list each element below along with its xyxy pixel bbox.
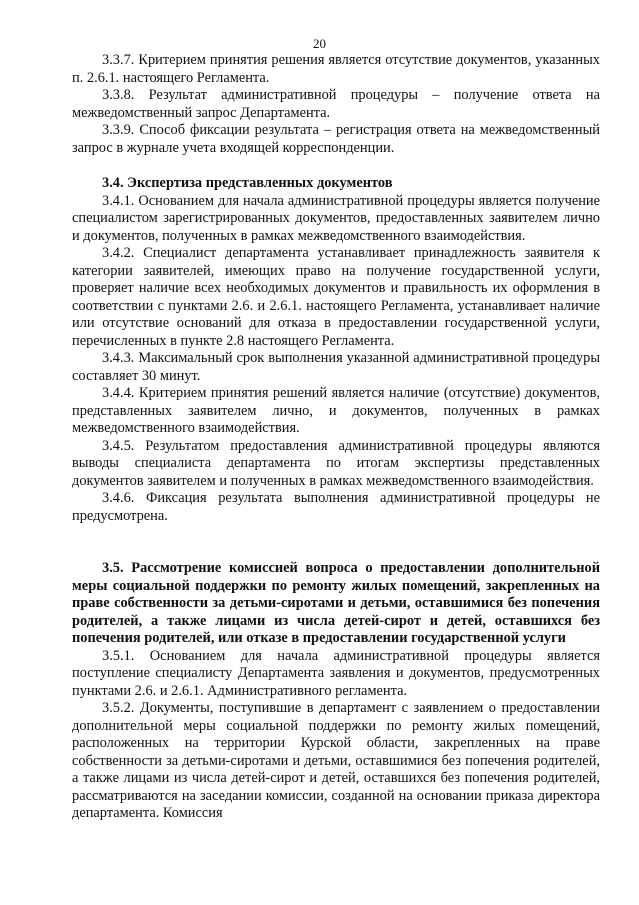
spacer [72, 157, 600, 175]
paragraph-3-5-1: 3.5.1. Основанием для начала административной процедуры является поступление специалисту Департамента заявления и документов, предусмотренных пунктами 2.6. и 2.6.1. Административного регламента. [72, 647, 600, 699]
paragraph-3-4-1: 3.4.1. Основанием для начала административной процедуры является получение специалистом зарегистрированных документов, предоставленных заявителем лично и документов, полученных в рамках межведомственного взаимодействия. [72, 192, 600, 244]
paragraph-3-4-2: 3.4.2. Специалист департамента устанавливает принадлежность заявителя к категории заявителей, имеющих право на получение государственной услуги, проверяет наличие всех необходимых документов и правильность их оформления в соответствии с пунктами 2.6. и 2.6.1. настоящего Регламента, устанавливает наличие или отсутствие оснований для отказа в предоставлении государственной услуги, перечисленных в пункте 2.8 настоящего Регламента. [72, 245, 600, 349]
paragraph-3-4-4: 3.4.4. Критерием принятия решений является наличие (отсутствие) документов, представленных заявителем лично, и документов, полученных в рамках межведомственного взаимодействия. [72, 385, 600, 436]
section-heading-3-4: 3.4. Экспертиза представленных документов [102, 175, 393, 191]
page-number: 20 [313, 36, 326, 51]
paragraph-3-4-5: 3.4.5. Результатом предоставления административной процедуры являются выводы специалиста департамента по итогам экспертизы представленных документов заявителем и полученных в рамках межведомственного взаимодействия. [72, 437, 600, 489]
paragraph-3-5-2: 3.5.2. Документы, поступившие в департамент с заявлением о предоставлении дополнительной меры социальной поддержки по ремонту жилых помещений, расположенных на территории Курской области, закрепленных на праве собственности за детьми-сиротами и детьми, оставшимися без попечения родителей, а также лицами из числа детей-сирот и детей, оставшихся без попечения родителей, рассматриваются на заседании комиссии, созданной на основании приказа директора департамента. Комиссия [72, 700, 600, 821]
section-heading-3-5: 3.5. Рассмотрение комиссией вопроса о предоставлении дополнительной меры социальной поддержки по ремонту жилых помещений, закрепленных на праве собственности за детьми-сиротами и детьми, оставшимися без попечения родителей, а также лицами из числа детей-сирот и детей, оставшихся без попечения родителей, или отказе в предоставлении государственной услуги [72, 560, 600, 646]
paragraph-3-4-6: 3.4.6. Фиксация результата выполнения административной процедуры не предусмотрена. [72, 490, 600, 524]
paragraph-3-3-8: 3.3.8. Результат административной процедуры – получение ответа на межведомственный запрос Департамента. [72, 87, 600, 121]
paragraph-3-4-3: 3.4.3. Максимальный срок выполнения указанной административной процедуры составляет 30 минут. [72, 350, 600, 384]
paragraph-3-3-7: 3.3.7. Критерием принятия решения является отсутствие документов, указанных п. 2.6.1. настоящего Регламента. [72, 52, 600, 86]
spacer [72, 525, 600, 543]
paragraph-3-3-9: 3.3.9. Способ фиксации результата – регистрация ответа на межведомственный запрос в журнале учета входящей корреспонденции. [72, 122, 600, 156]
document-body [72, 52, 600, 823]
spacer [72, 543, 600, 560]
